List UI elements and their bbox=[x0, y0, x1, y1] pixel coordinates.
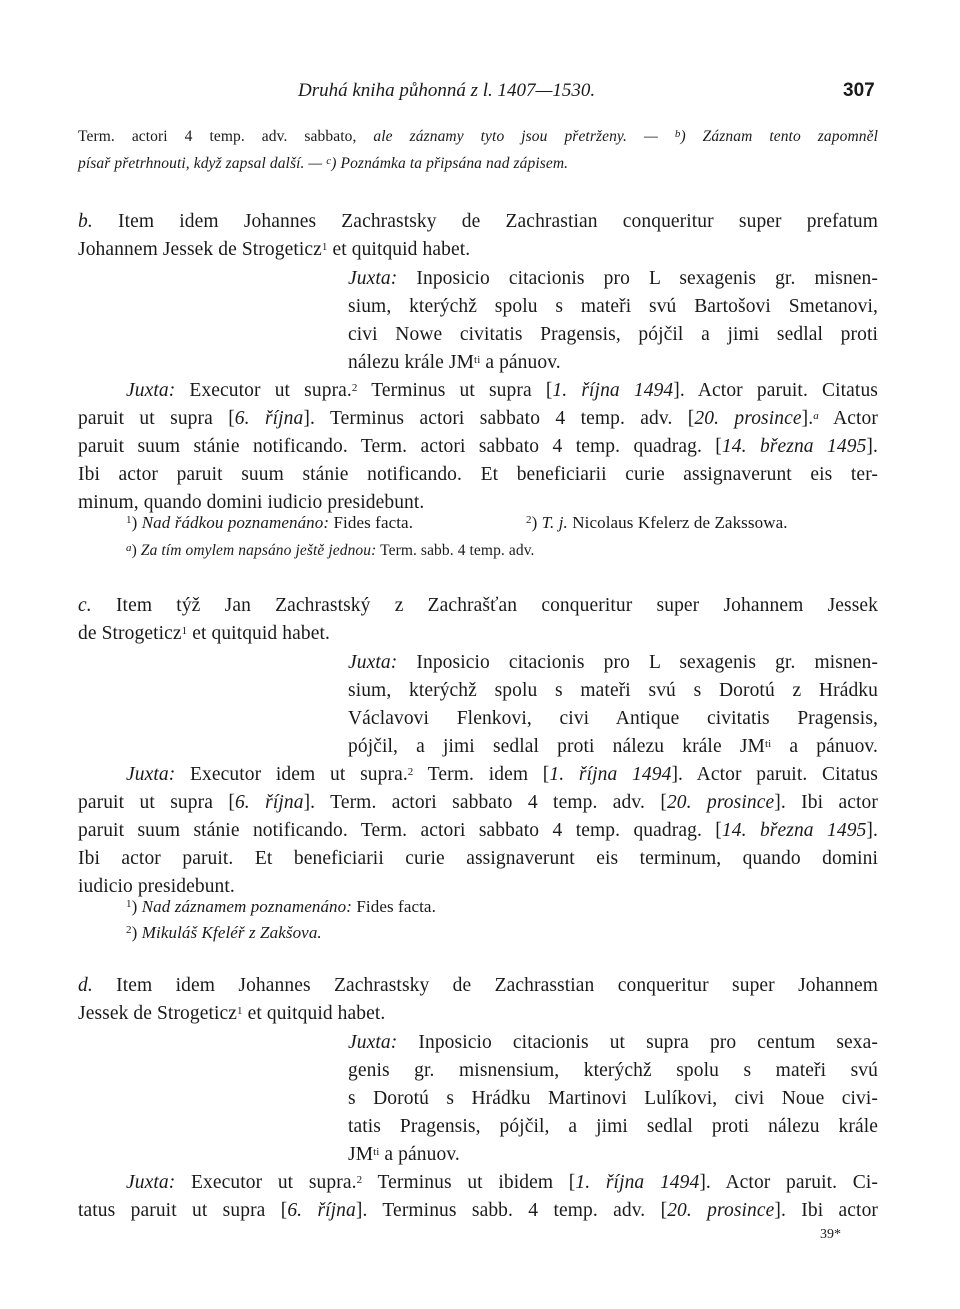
running-title: Druhá kniha půhonná z l. 1407—1530. bbox=[298, 80, 596, 101]
footnote: $^1$) Nad záznamem poznamenáno: Fides facta. bbox=[126, 897, 436, 916]
entry-letter: b. bbox=[78, 211, 93, 232]
entry-c-juxta-line: Václavovi Flenkovi, civi Antique civitatis Pragensis, bbox=[348, 708, 878, 729]
entry-c-line: c. Item týž Jan Zachrastský z Zachrašťan conqueritur super Johannem Jessek bbox=[78, 595, 878, 616]
entry-c-juxta-line: sium, kterýchž spolu s mateři svú s Dorotú z Hrádku bbox=[348, 680, 878, 701]
entry-d-juxta-line: $JM^{ti}$ a pánuov. bbox=[348, 1144, 460, 1165]
entry-d-juxta-line: s Dorotú s Hrádku Martinovi Lulíkovi, civi Noue civi- bbox=[348, 1088, 878, 1109]
entry-b-executor-line: minum, quando domini iudicio presidebunt. bbox=[78, 492, 425, 513]
entry-letter: c. bbox=[78, 595, 92, 616]
entry-d-line: d. Item idem Johannes Zachrastsky de Zachrasstian conqueritur super Johannem bbox=[78, 975, 878, 996]
footnote: $^1$) Nad řádkou poznamenáno: Fides facta. bbox=[126, 513, 414, 532]
entry-b-juxta-line: nálezu krále $JM^{ti}$ a pánuov. bbox=[348, 352, 561, 373]
entry-c-juxta-line: Juxta: Inposicio citacionis pro L sexagenis gr. misnen- bbox=[348, 652, 878, 673]
entry-d-juxta-line: Juxta: Inposicio citacionis ut supra pro centum sexa- bbox=[348, 1032, 878, 1053]
entry-letter: d. bbox=[78, 975, 93, 996]
entry-b-executor-line: paruit ut supra [6. října]. Terminus actori sabbato 4 temp. adv. [20. prosince].$^a$ Actor bbox=[78, 408, 878, 429]
entry-d-juxta-line: tatis Pragensis, pójčil, a jimi sedlal proti nálezu krále bbox=[348, 1116, 878, 1137]
entry-d-juxta-line: genis gr. misnensium, kterýchž spolu s mateři svú bbox=[348, 1060, 878, 1081]
entry-c-juxta-line: pójčil, a jimi sedlal proti nálezu krále $JM^{ti}$ a pánuov. bbox=[348, 736, 878, 757]
prev-note-line: Term. actori 4 temp. adv. sabbato, ale záznamy tyto jsou přetrženy. — $^b$) Záznam tento zapomněl bbox=[78, 128, 878, 145]
page-number: 307 bbox=[843, 80, 875, 101]
prev-note-line: písař přetrhnouti, když zapsal další. — $^c$) Poznámka ta připsána nad zápisem. bbox=[78, 155, 569, 172]
entry-b-executor-line: paruit suum stánie notificando. Term. actori sabbato 4 temp. quadrag. [14. března 1495]. bbox=[78, 436, 878, 457]
entry-b-juxta-line: civi Nowe civitatis Pragensis, pójčil a jimi sedlal proti bbox=[348, 324, 878, 345]
signature-mark: 39* bbox=[820, 1227, 841, 1242]
entry-b-line: Johannem Jessek de Strogeticz$^1$ et quitquid habet. bbox=[78, 239, 471, 260]
entry-b-juxta-line: sium, kterýchž spolu s mateři svú Bartošovi Smetanovi, bbox=[348, 296, 878, 317]
footnote: $^2$) Mikuláš Kfeléř z Zakšova. bbox=[126, 923, 322, 942]
entry-c-executor-line: Ibi actor paruit. Et beneficiarii curie assignaverunt eis terminum, quando domini bbox=[78, 848, 878, 869]
entry-b-executor-line: Ibi actor paruit suum stánie notificando. Et beneficiarii curie assignaverunt eis ter- bbox=[78, 464, 878, 485]
entry-d-executor-line: Juxta: Executor ut supra.$^2$ Terminus ut ibidem [1. října 1494]. Actor paruit. Ci- bbox=[126, 1172, 878, 1193]
entry-d-line: Jessek de Strogeticz$^1$ et quitquid habet. bbox=[78, 1003, 386, 1024]
entry-b-executor-line: Juxta: Executor ut supra.$^2$ Terminus ut supra [1. října 1494]. Actor paruit. Citatus bbox=[126, 380, 878, 401]
footnote: $^2$) T. j. Nicolaus Kfelerz de Zakssowa. bbox=[526, 513, 788, 532]
entry-c-line: de Strogeticz$^1$ et quitquid habet. bbox=[78, 623, 330, 644]
footnote: $^a$) Za tím omylem napsáno ještě jednou: Term. sabb. 4 temp. adv. bbox=[126, 542, 535, 559]
entry-c-executor-line: iudicio presidebunt. bbox=[78, 876, 235, 897]
page-header bbox=[0, 80, 960, 106]
entry-d-executor-line: tatus paruit ut supra [6. října]. Terminus sabb. 4 temp. adv. [20. prosince]. Ibi actor bbox=[78, 1200, 879, 1221]
entry-c-executor-line: paruit ut supra [6. října]. Term. actori sabbato 4 temp. adv. [20. prosince]. Ibi actor bbox=[78, 792, 878, 813]
entry-b-juxta-line: Juxta: Inposicio citacionis pro L sexagenis gr. misnen- bbox=[348, 268, 878, 289]
entry-b-line: b. Item idem Johannes Zachrastsky de Zachrastian conqueritur super prefatum bbox=[78, 211, 878, 232]
entry-c-executor-line: paruit suum stánie notificando. Term. actori sabbato 4 temp. quadrag. [14. března 1495]. bbox=[78, 820, 878, 841]
entry-c-executor-line: Juxta: Executor idem ut supra.$^2$ Term. idem [1. října 1494]. Actor paruit. Citatus bbox=[126, 764, 878, 785]
